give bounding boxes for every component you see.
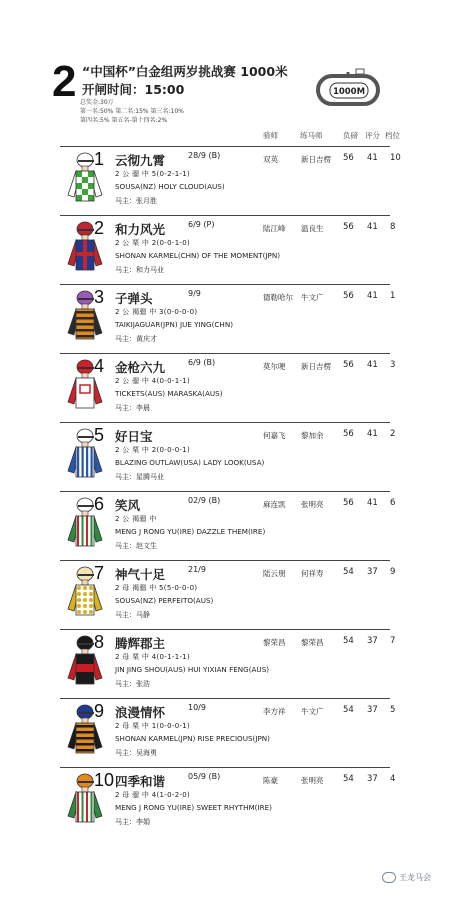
race-title: “中国杯”白金组两岁挑战赛 1000米	[82, 64, 288, 79]
trainer-name: 温良生	[301, 224, 324, 233]
horse-details: 2 母 栗 中 4(0-1-1-1)	[115, 653, 191, 661]
horse-name: 神气十足	[115, 567, 166, 582]
pedigree: SOUSA(NZ) PERFEITO(AUS)	[115, 596, 214, 605]
owner: 马主：李娟	[115, 818, 150, 826]
trainer-name: 张明亮	[301, 776, 324, 785]
chat-icon	[382, 872, 396, 883]
pedigree: SOUSA(NZ) HOLY CLOUD(AUS)	[115, 182, 225, 191]
rating: 41	[367, 222, 378, 232]
draw: 1	[390, 291, 396, 301]
horse-details: 2 母 骝 中 4(1-0-2-0)	[115, 791, 191, 799]
horse-row	[60, 767, 396, 836]
horse-row	[60, 629, 396, 698]
owner: 马主：黄庆才	[115, 335, 157, 343]
horse-row	[60, 353, 396, 422]
horse-number: 7	[94, 563, 105, 583]
pedigree: SHONAN KARMEL(CHN) OF THE MOMENT(JPN)	[115, 251, 281, 260]
prize-split-2: 第四名:5% 第五名-第十四名:2%	[80, 117, 168, 124]
horse-details: 2 公 褐骝 中 3(0-0-0-0)	[115, 308, 198, 316]
col-rating: 评分	[365, 131, 380, 140]
weight: 56	[343, 222, 354, 232]
race-header	[0, 0, 464, 150]
rating: 37	[367, 636, 378, 646]
horse-row	[60, 146, 401, 215]
jockey-name: 德勒哈尔	[263, 293, 293, 302]
horse-number: 3	[94, 287, 105, 307]
start-time: 开闸时间：15:00	[82, 82, 185, 97]
rating: 41	[367, 360, 378, 370]
horse-number: 4	[94, 356, 105, 376]
last-run: 6/9 (P)	[188, 220, 215, 229]
horse-details: 2 公 栗 中 2(0-0-1-0)	[115, 239, 191, 247]
owner: 马主：张月胜	[115, 197, 157, 205]
weight: 54	[343, 705, 354, 715]
horse-number: 9	[94, 701, 105, 721]
horse-name: 金枪六九	[115, 360, 166, 375]
horse-row	[60, 284, 396, 353]
col-jockey: 骑师	[263, 131, 278, 140]
track-diagram	[312, 66, 384, 110]
last-run: 28/9 (B)	[188, 151, 221, 160]
owner: 马主：星腾马业	[115, 473, 164, 481]
pedigree: TAIKIJAGUAR(JPN) JUE YING(CHN)	[115, 320, 234, 329]
col-weight: 负磅	[343, 131, 358, 140]
pedigree: BLAZING OUTLAW(USA) LADY LOOK(USA)	[115, 458, 265, 467]
trainer-name: 黎荣昌	[301, 638, 324, 647]
jockey-name: 双英	[263, 155, 278, 164]
weight: 54	[343, 774, 354, 784]
owner: 马主：李晨	[115, 404, 150, 412]
draw: 8	[390, 222, 396, 232]
col-draw: 档位	[385, 131, 400, 140]
horse-row	[60, 422, 396, 491]
weight: 56	[343, 498, 354, 508]
last-run: 10/9	[188, 703, 206, 712]
last-run: 21/9	[188, 565, 206, 574]
weight: 54	[343, 567, 354, 577]
horse-number: 8	[94, 632, 105, 652]
rating: 37	[367, 567, 378, 577]
horse-details: 2 公 褐骝 中	[115, 515, 157, 523]
jockey-name: 麻连凯	[263, 500, 286, 509]
horse-name: 子弹头	[115, 291, 153, 306]
trainer-name: 牛文广	[301, 707, 324, 716]
draw: 9	[390, 567, 396, 577]
draw: 4	[390, 774, 396, 784]
jockey-name: 李方祥	[263, 707, 286, 716]
horse-number: 2	[94, 218, 105, 238]
horse-number: 10	[94, 770, 115, 790]
last-run: 9/9	[188, 289, 201, 298]
watermark: 王龙马会	[382, 872, 431, 883]
trainer-name: 黎加余	[301, 431, 324, 440]
jockey-name: 陆云朋	[263, 569, 286, 578]
weight: 54	[343, 636, 354, 646]
horse-name: 云彻九霄	[115, 153, 166, 168]
owner: 马主：和力马业	[115, 266, 164, 274]
rating: 41	[367, 291, 378, 301]
horse-name: 和力风光	[115, 222, 166, 237]
horse-number: 5	[94, 425, 105, 445]
last-run: 6/9 (B)	[188, 358, 216, 367]
horse-number: 1	[94, 149, 105, 169]
pedigree: MENG J RONG YU(IRE) DAZZLE THEM(IRE)	[115, 527, 266, 536]
horse-name: 四季和谐	[115, 774, 166, 789]
weight: 56	[343, 153, 354, 163]
jockey-name: 何嘉飞	[263, 431, 286, 440]
horse-name: 腾辉郡主	[115, 636, 166, 651]
rating: 37	[367, 705, 378, 715]
owner: 马主：马静	[115, 611, 150, 619]
trainer-name: 何祥寿	[301, 569, 324, 578]
race-number: 2	[52, 57, 77, 106]
jockey-name: 陈豪	[263, 776, 278, 785]
pedigree: MENG J RONG YU(IRE) SWEET RHYTHM(IRE)	[115, 803, 272, 812]
draw: 10	[390, 153, 401, 163]
last-run: 02/9 (B)	[188, 496, 221, 505]
horse-details: 2 母 栗 中 1(0-0-0-1)	[115, 722, 191, 730]
horse-row	[60, 560, 396, 629]
distance-badge: 1000M	[332, 87, 366, 97]
horse-details: 2 母 褐骝 中 5(5-0-0-0)	[115, 584, 198, 592]
jockey-name: 莫尔哽	[263, 362, 286, 371]
horse-row	[60, 215, 396, 284]
trainer-name: 新日吉楞	[301, 362, 331, 371]
prize-total: 总奖金:30万	[80, 99, 114, 106]
trainer-name: 新日吉楞	[301, 155, 331, 164]
owner: 马主：吴海勇	[115, 749, 157, 757]
horse-details: 2 公 骝 中 4(0-0-1-1)	[115, 377, 191, 385]
rating: 37	[367, 774, 378, 784]
trainer-name: 张明亮	[301, 500, 324, 509]
pedigree: JIN JING SHOU(AUS) HUI YIXIAN FENG(AUS)	[115, 665, 270, 674]
draw: 2	[390, 429, 396, 439]
rating: 41	[367, 153, 378, 163]
prize-split-1: 第一名:50% 第二名:15% 第三名:10%	[80, 108, 184, 115]
last-run: 05/9 (B)	[188, 772, 221, 781]
rating: 41	[367, 498, 378, 508]
col-trainer: 练马师	[300, 131, 323, 140]
horse-name: 浪漫情怀	[115, 705, 166, 720]
owner: 马主：张浩	[115, 680, 150, 688]
owner: 马主：赵文生	[115, 542, 157, 550]
jockey-name: 黎荣昌	[263, 638, 286, 647]
draw: 7	[390, 636, 396, 646]
horse-name: 好日宝	[115, 429, 153, 444]
draw: 3	[390, 360, 396, 370]
pedigree: SHONAN KARMEL(JPN) RISE PRECIOUS(JPN)	[115, 734, 270, 743]
weight: 56	[343, 429, 354, 439]
pedigree: TICKETS(AUS) MARASKA(AUS)	[115, 389, 223, 398]
draw: 5	[390, 705, 396, 715]
trainer-name: 牛文广	[301, 293, 324, 302]
horse-row	[60, 491, 396, 560]
draw: 6	[390, 498, 396, 508]
horse-name: 笑风	[115, 498, 141, 513]
horse-number: 6	[94, 494, 105, 514]
jockey-name: 陆江峰	[263, 224, 286, 233]
horse-details: 2 公 骝 中 5(0-2-1-1)	[115, 170, 191, 178]
horse-details: 2 公 栗 中 2(0-0-0-1)	[115, 446, 191, 454]
horse-row	[60, 698, 396, 767]
weight: 56	[343, 291, 354, 301]
rating: 41	[367, 429, 378, 439]
weight: 56	[343, 360, 354, 370]
